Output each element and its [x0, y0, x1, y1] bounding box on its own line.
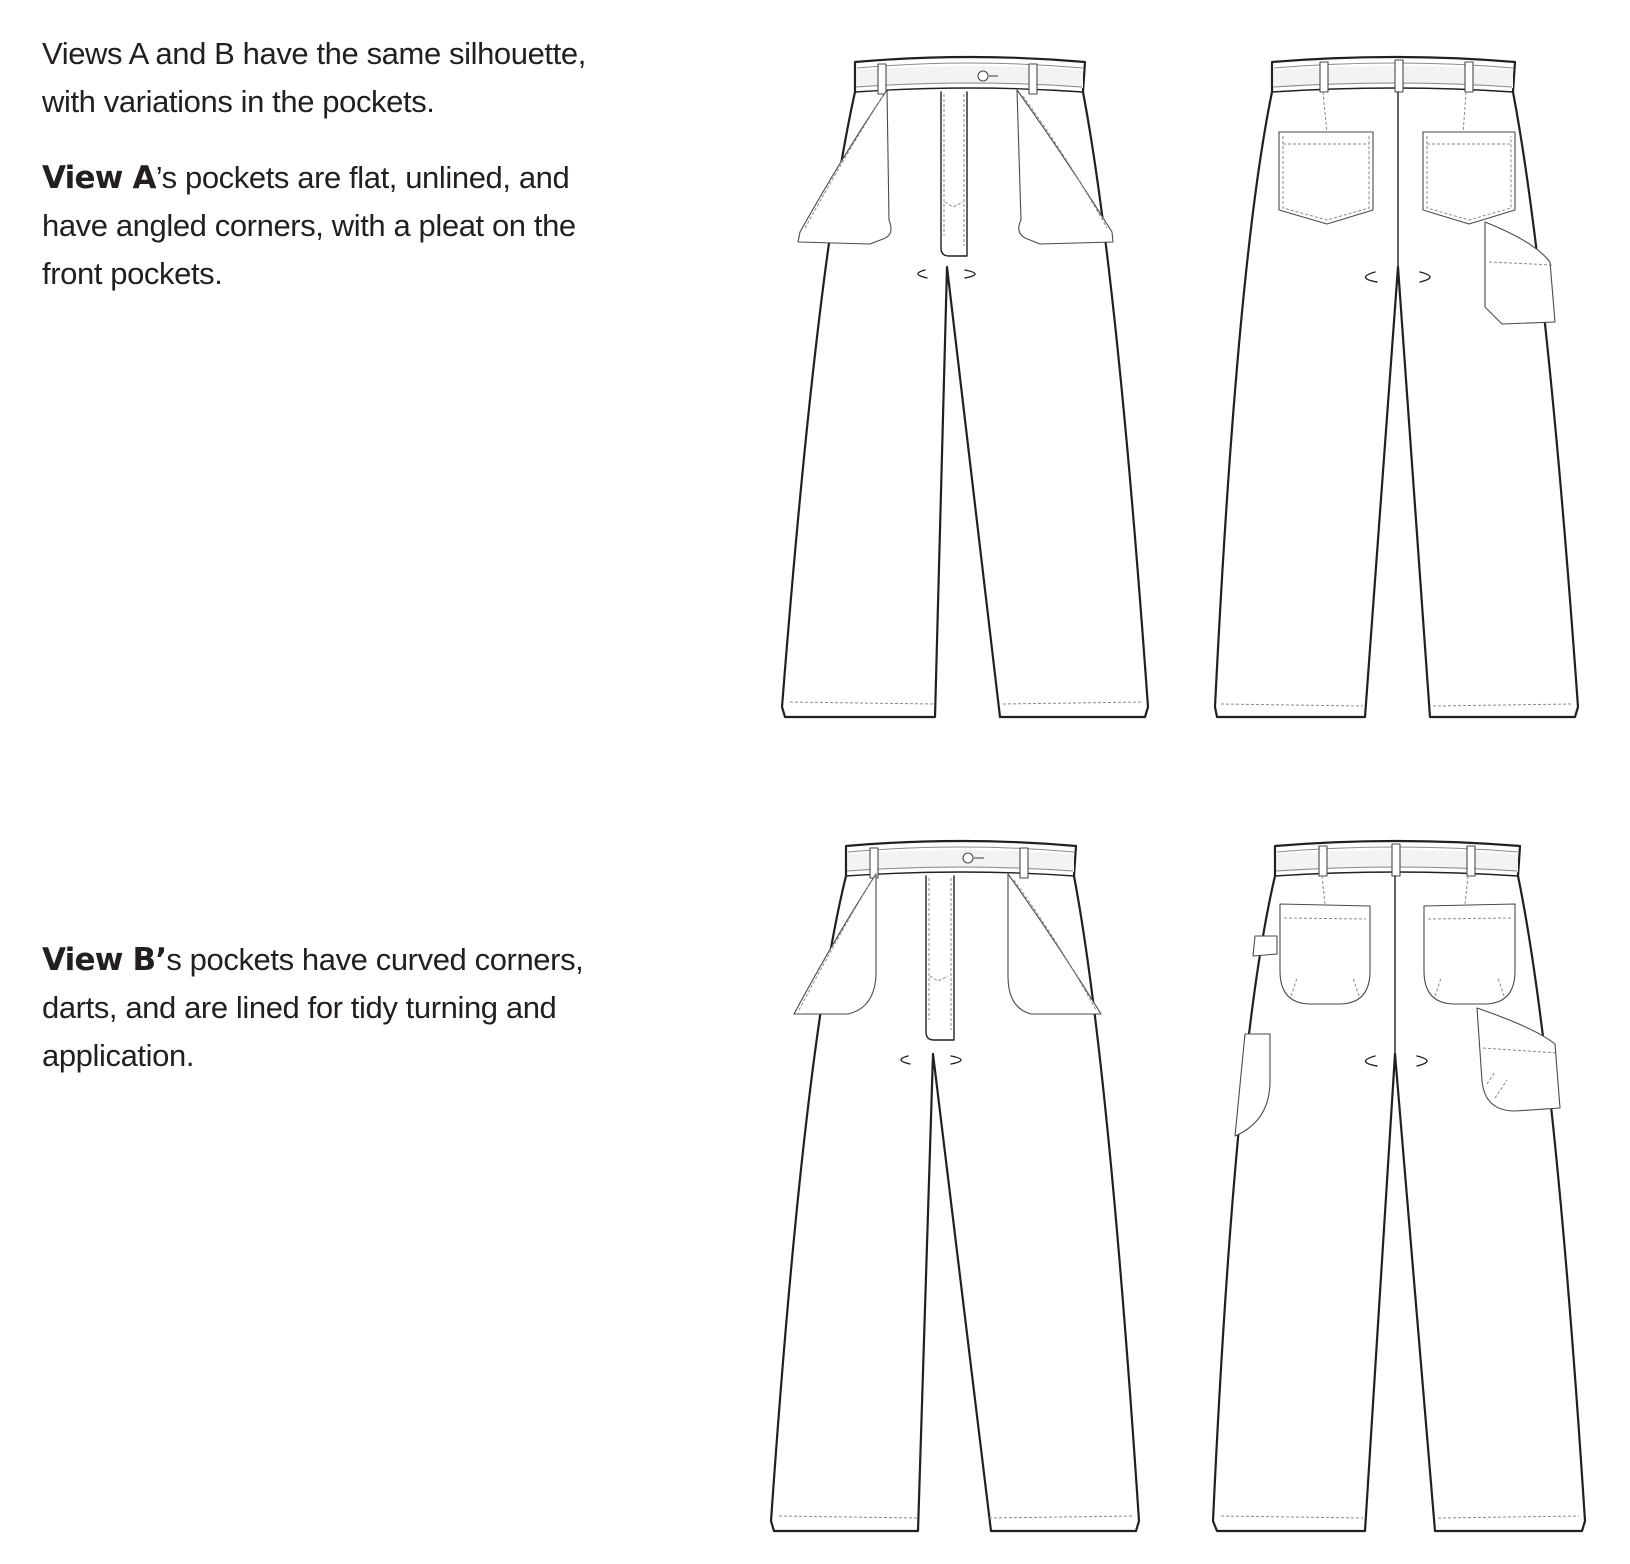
- belt-loop: [878, 64, 886, 94]
- hammer-loop-pocket: [1477, 1008, 1560, 1111]
- belt-loop: [1320, 62, 1328, 92]
- view-a-front-drawing: [785, 52, 1165, 724]
- belt-loop: [870, 848, 878, 878]
- back-pocket: [1279, 132, 1373, 224]
- belt-loop: [1395, 60, 1403, 92]
- view-b-back-drawing: [1215, 836, 1595, 1536]
- view-b-label: View B’: [42, 942, 167, 978]
- back-pocket: [1423, 132, 1515, 224]
- view-b-front-drawing: [776, 836, 1156, 1536]
- belt-loop: [1319, 846, 1327, 876]
- belt-loop: [1020, 848, 1028, 878]
- button: [978, 71, 988, 81]
- side-pocket: [1253, 936, 1277, 956]
- button: [963, 853, 973, 863]
- trouser-outline: [782, 57, 1148, 717]
- belt-loop: [1465, 62, 1473, 92]
- view-a-description: ’s pockets are flat, unlined, and have angled corners, with a pleat on the front pockets.: [42, 160, 576, 291]
- belt-loop: [1029, 64, 1037, 94]
- view-a-back-drawing: [1215, 52, 1595, 724]
- view-b-paragraph: [42, 936, 642, 1080]
- intro-text: Views A and B have the same silhouette, with variations in the pockets.: [42, 36, 586, 119]
- belt-loop: [1392, 844, 1400, 876]
- view-b-description: s pockets have curved corners, darts, and are lined for tidy turning and application.: [42, 942, 584, 1073]
- pocket: [798, 90, 891, 244]
- trouser-outline: [1215, 57, 1578, 717]
- view-a-label: View A: [42, 160, 156, 196]
- intro-paragraph: [42, 30, 632, 126]
- trouser-outline: [771, 841, 1139, 1531]
- view-a-paragraph: [42, 154, 642, 298]
- belt-loop: [1467, 846, 1475, 876]
